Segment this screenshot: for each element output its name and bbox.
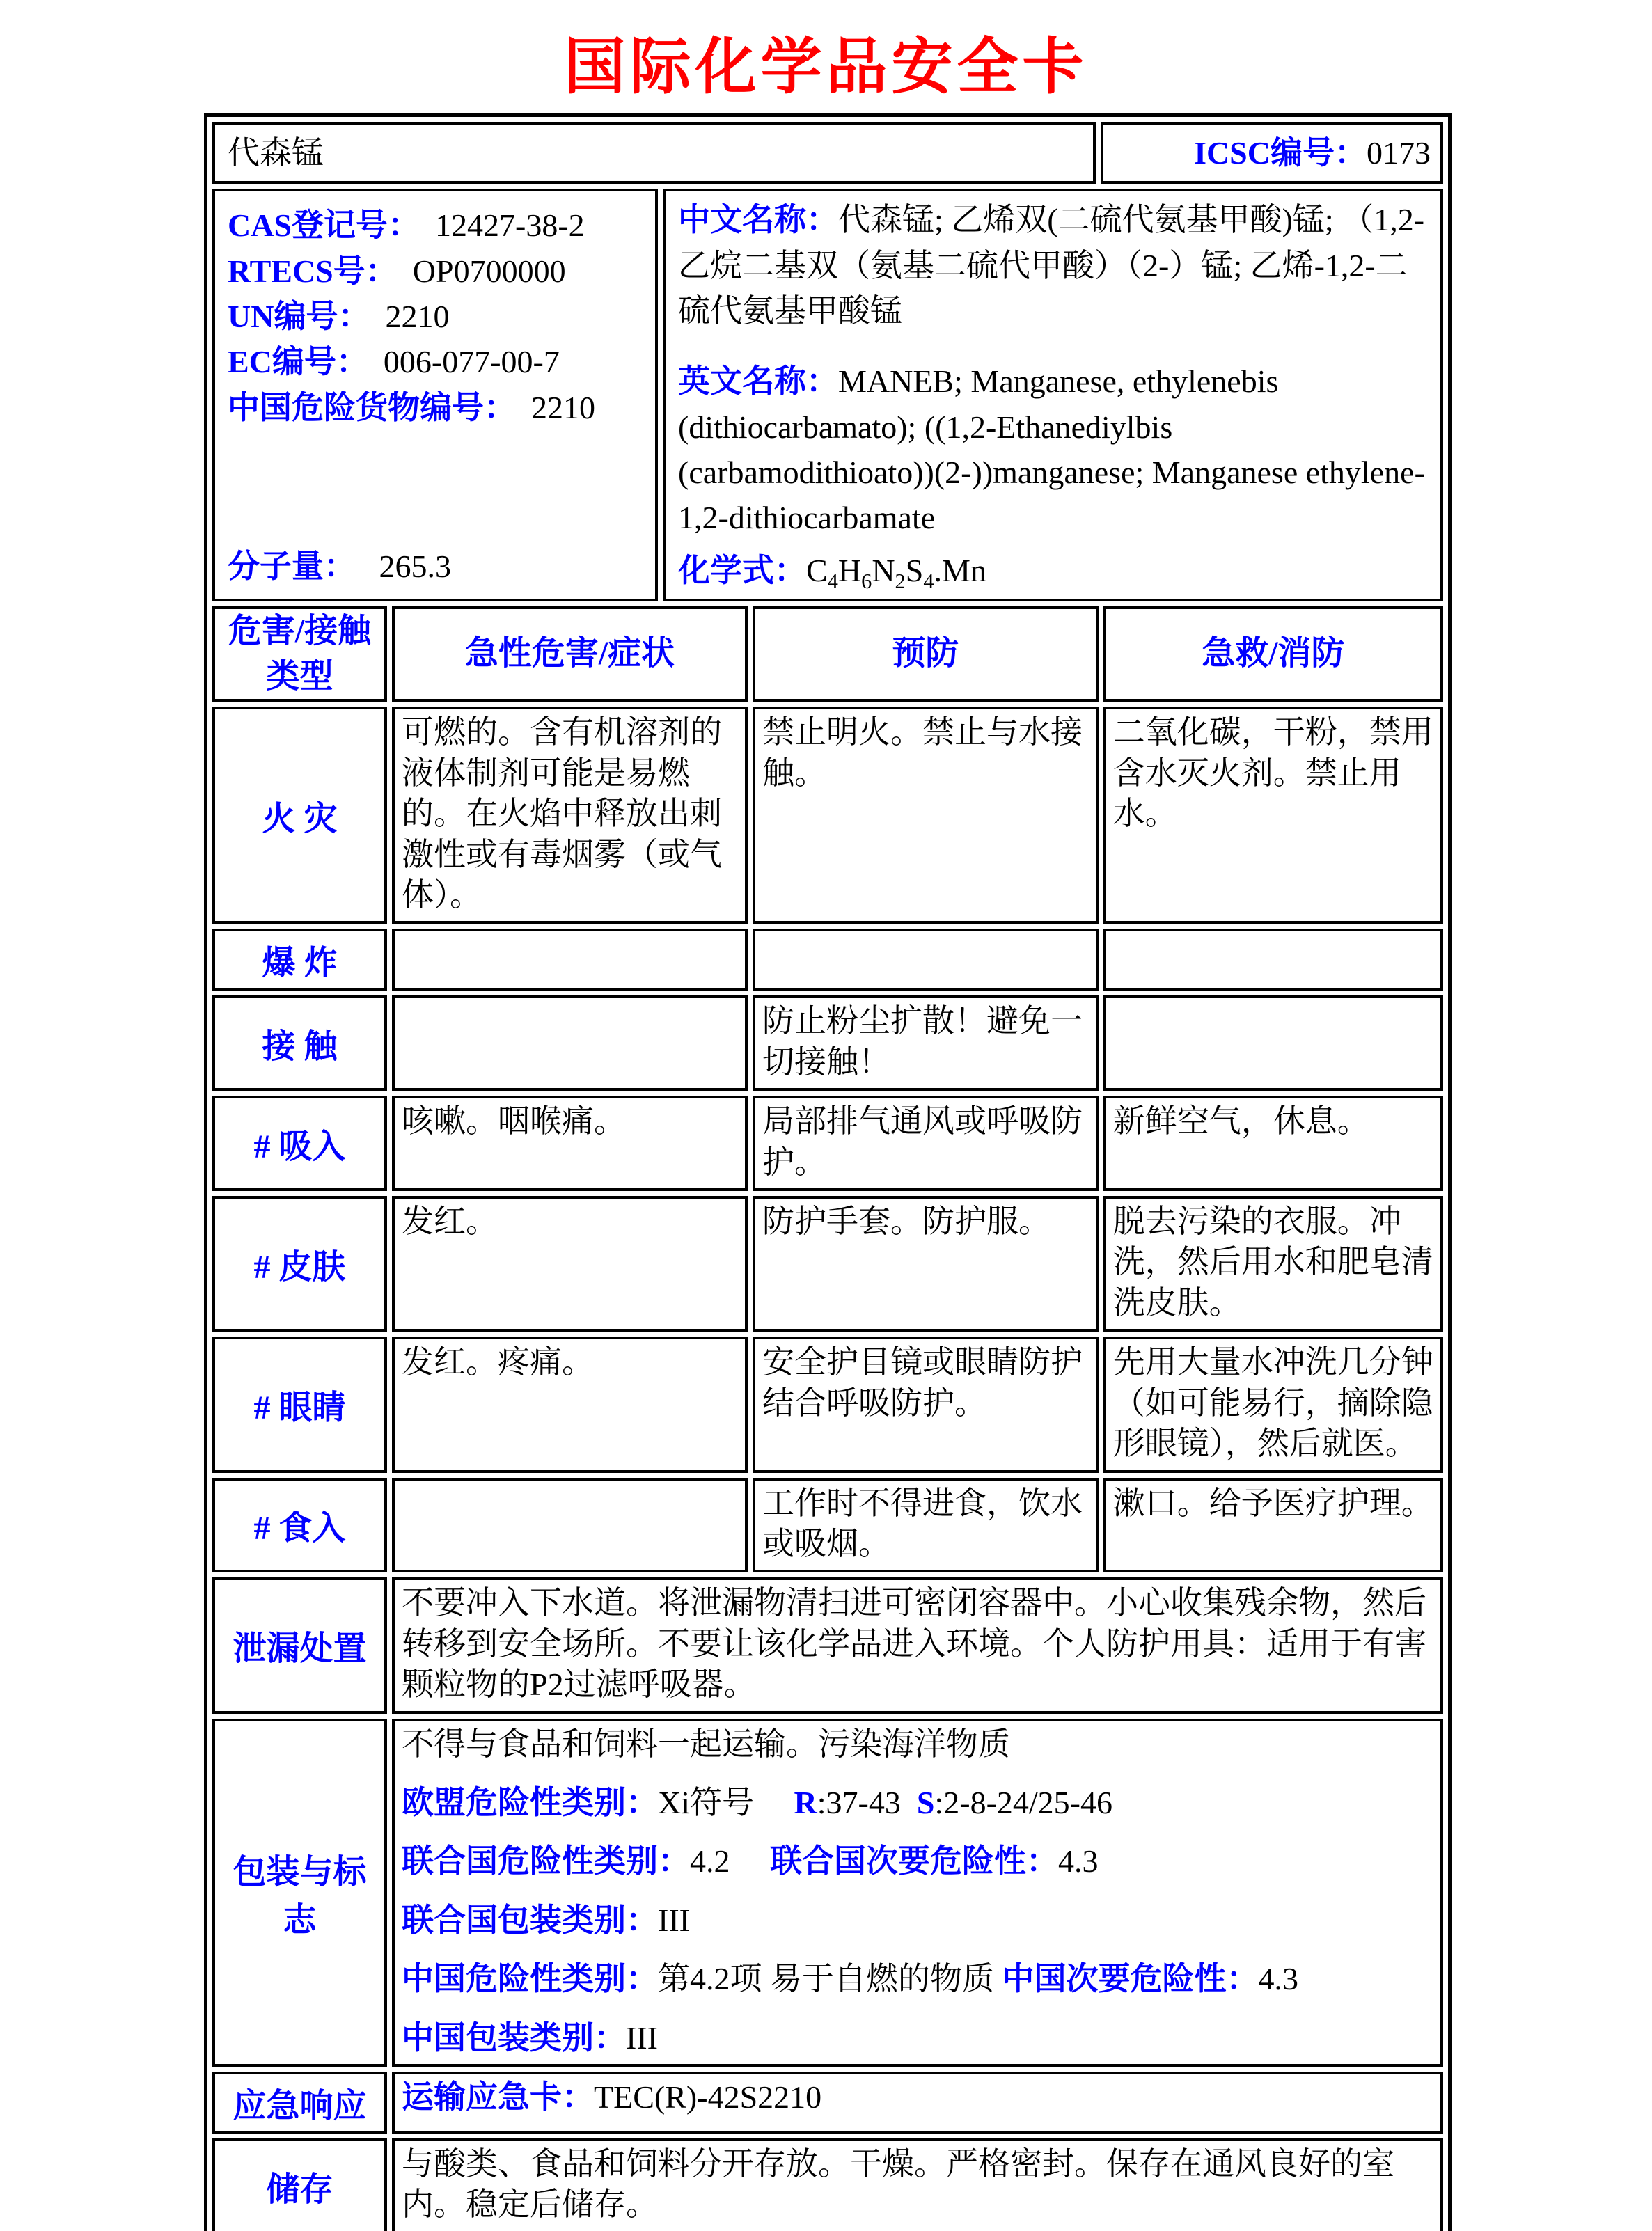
identifier-label: UN编号： [228, 298, 370, 334]
field-label: 联合国包装类别： [402, 1902, 659, 1938]
field-value: III [658, 1902, 691, 1938]
english-name-label: 英文名称： [678, 363, 839, 400]
hazard-cell: 新鲜空气，休息。 [1103, 1096, 1443, 1191]
section-content [392, 2072, 1443, 2134]
identifier-value: OP0700000 [412, 253, 566, 289]
chemical-formula-paragraph [678, 548, 1428, 593]
field-label: 中国危险性类别： [402, 1961, 659, 1997]
molecular-weight-line [228, 544, 643, 593]
field-label: R [794, 1784, 817, 1820]
hazard-row-label: 爆 炸 [212, 929, 387, 991]
hazard-header-cell: 急救/消防 [1103, 606, 1443, 702]
hazard-cell: 脱去污染的衣服。冲洗，然后用水和肥皂清洗皮肤。 [1103, 1196, 1443, 1332]
hazard-header-cell: 急性危害/症状 [392, 606, 748, 702]
hazard-row-label: # 食入 [212, 1478, 387, 1573]
safety-card [204, 113, 1452, 2231]
identifier-line [228, 249, 643, 294]
field-label: 联合国危险性类别： [402, 1843, 691, 1879]
page-title: 国际化学品安全卡 [564, 34, 1088, 102]
identifier-value: 2210 [531, 389, 595, 425]
field-value: TEC(R)-42S2210 [594, 2079, 822, 2115]
hazard-cell: 可燃的。含有机溶剂的液体制剂可能是易燃的。在火焰中释放出刺激性或有毒烟雾（或气体）。 [392, 707, 748, 924]
icsc-value: 0173 [1367, 135, 1431, 171]
section-line [402, 1841, 1433, 1882]
chemical-formula-label: 化学式： [678, 552, 807, 588]
section-label: 包装与标志 [212, 1719, 387, 2067]
identifier-line [228, 203, 643, 248]
hazard-row-label: # 皮肤 [212, 1196, 387, 1332]
field-value: Xi符号 [658, 1784, 794, 1820]
hazard-cell: 二氧化碳，干粉，禁用含水灭火剂。禁止用水。 [1103, 707, 1443, 924]
field-value: :2-8-24/25-46 [934, 1784, 1112, 1820]
header-row [212, 122, 1443, 184]
field-label: 运输应急卡： [402, 2079, 595, 2115]
chemical-formula-value: $C_4H_6N_2S_4.Mn$ [806, 552, 986, 593]
hazard-cell: 发红。疼痛。 [392, 1337, 748, 1472]
hazard-cell [1103, 995, 1443, 1091]
section-line [402, 2018, 1433, 2058]
hazard-row-label: # 吸入 [212, 1096, 387, 1191]
molecular-weight-value: 265.3 [379, 548, 451, 584]
hazard-row-label: 火 灾 [212, 707, 387, 924]
hazard-cell [392, 1478, 748, 1573]
identifier-line [228, 339, 643, 384]
section-content [392, 1719, 1443, 2067]
identifier-line [228, 294, 643, 339]
section-content [392, 1577, 1443, 1713]
icsc-label: ICSC编号： [1194, 135, 1367, 171]
section-line [402, 1959, 1433, 1999]
field-value: 4.3 [1058, 1843, 1099, 1879]
section-line [402, 1900, 1433, 1941]
field-value: :37-43 [817, 1784, 917, 1820]
hazard-header-cell: 预防 [753, 606, 1099, 702]
section-line [402, 1583, 1433, 1705]
identifier-list [212, 189, 658, 601]
field-label: S [916, 1784, 935, 1820]
hazard-cell: 先用大量水冲洗几分钟（如可能易行，摘除隐形眼镜），然后就医。 [1103, 1337, 1443, 1472]
hazard-cell [392, 995, 748, 1091]
hazard-cell: 工作时不得进食，饮水或吸烟。 [753, 1478, 1099, 1573]
chinese-name-label: 中文名称： [678, 202, 839, 238]
identifier-line [228, 385, 643, 430]
section-label: 应急响应 [212, 2072, 387, 2134]
substance-name: 代森锰 [212, 122, 1096, 184]
field-label: 中国包装类别： [402, 2019, 627, 2056]
field-value: 4.2 [690, 1843, 771, 1879]
identifier-value: 006-077-00-7 [383, 344, 560, 380]
identifier-value: 12427-38-2 [435, 207, 585, 244]
field-value: 不要冲入下水道。将泄漏物清扫进可密闭容器中。小心收集残余物，然后转移到安全场所。不要让该化学品进入环境。个人防护用具：适用于有害颗粒物的P2过滤呼吸器。 [402, 1585, 1427, 1703]
section-line [402, 2077, 1433, 2118]
section-line [402, 1724, 1433, 1765]
identifier-label: RTECS号： [228, 253, 398, 289]
english-name-paragraph [678, 358, 1428, 540]
hazard-header-cell: 危害/接触 类型 [212, 606, 387, 702]
field-label: 联合国次要危险性： [770, 1843, 1059, 1879]
section-line [402, 2144, 1433, 2225]
identifier-label: EC编号： [228, 344, 368, 380]
hazard-cell [392, 929, 748, 991]
identification-row [212, 189, 1443, 601]
section-label: 储存 [212, 2138, 387, 2231]
identifier-value: 2210 [385, 298, 450, 334]
section-content [392, 2138, 1443, 2231]
names-cell [663, 189, 1443, 601]
section-label: 泄漏处置 [212, 1577, 387, 1713]
hazard-row-label: # 眼睛 [212, 1337, 387, 1472]
field-value: III [626, 2019, 659, 2056]
field-label: 中国次要危险性： [1002, 1961, 1259, 1997]
hazard-row-label: 接 触 [212, 995, 387, 1091]
section-line [402, 1783, 1433, 1823]
icsc-number-cell [1101, 122, 1443, 184]
field-value: 与酸类、食品和饲料分开存放。干燥。严格密封。保存在通风良好的室内。稳定后储存。 [402, 2145, 1395, 2223]
hazard-cell: 咳嗽。咽喉痛。 [392, 1096, 748, 1191]
hazard-cell: 发红。 [392, 1196, 748, 1332]
field-value: 第4.2项 易于自燃的物质 [658, 1961, 1002, 1997]
field-label: 欧盟危险性类别： [402, 1784, 659, 1820]
hazard-cell: 防护手套。防护服。 [753, 1196, 1099, 1332]
hazard-cell: 安全护目镜或眼睛防护结合呼吸防护。 [753, 1337, 1099, 1472]
chinese-name-value: 代森锰; 乙烯双(二硫代氨基甲酸)锰; （1,2-乙烷二基双（氨基二硫代甲酸）（2-）锰; 乙烯-1,2-二硫代氨基甲酸锰 [678, 202, 1425, 329]
english-name-value: MANEB; Manganese, ethylenebis (dithiocarbamato); ((1,2-Ethanediylbis (carbamodithioato))(2-))manganese; Manganese ethylene-1,2-dithiocarbamate [678, 363, 1425, 536]
identifier-label: CAS登记号： [228, 207, 420, 244]
hazard-cell: 局部排气通风或呼吸防护。 [753, 1096, 1099, 1191]
field-value: 4.3 [1258, 1961, 1299, 1997]
hazard-cell: 防止粉尘扩散！避免一切接触！ [753, 995, 1099, 1091]
identifier-label: 中国危险货物编号： [228, 389, 516, 425]
chinese-name-paragraph [678, 197, 1428, 333]
hazard-cell: 禁止明火。禁止与水接触。 [753, 707, 1099, 924]
hazard-cell [1103, 929, 1443, 991]
molecular-weight-label: 分子量： [228, 548, 356, 584]
field-value: 不得与食品和饲料一起运输。污染海洋物质 [402, 1726, 1011, 1762]
hazard-cell: 漱口。给予医疗护理。 [1103, 1478, 1443, 1573]
hazard-table [212, 606, 1443, 2231]
hazard-cell [753, 929, 1099, 991]
